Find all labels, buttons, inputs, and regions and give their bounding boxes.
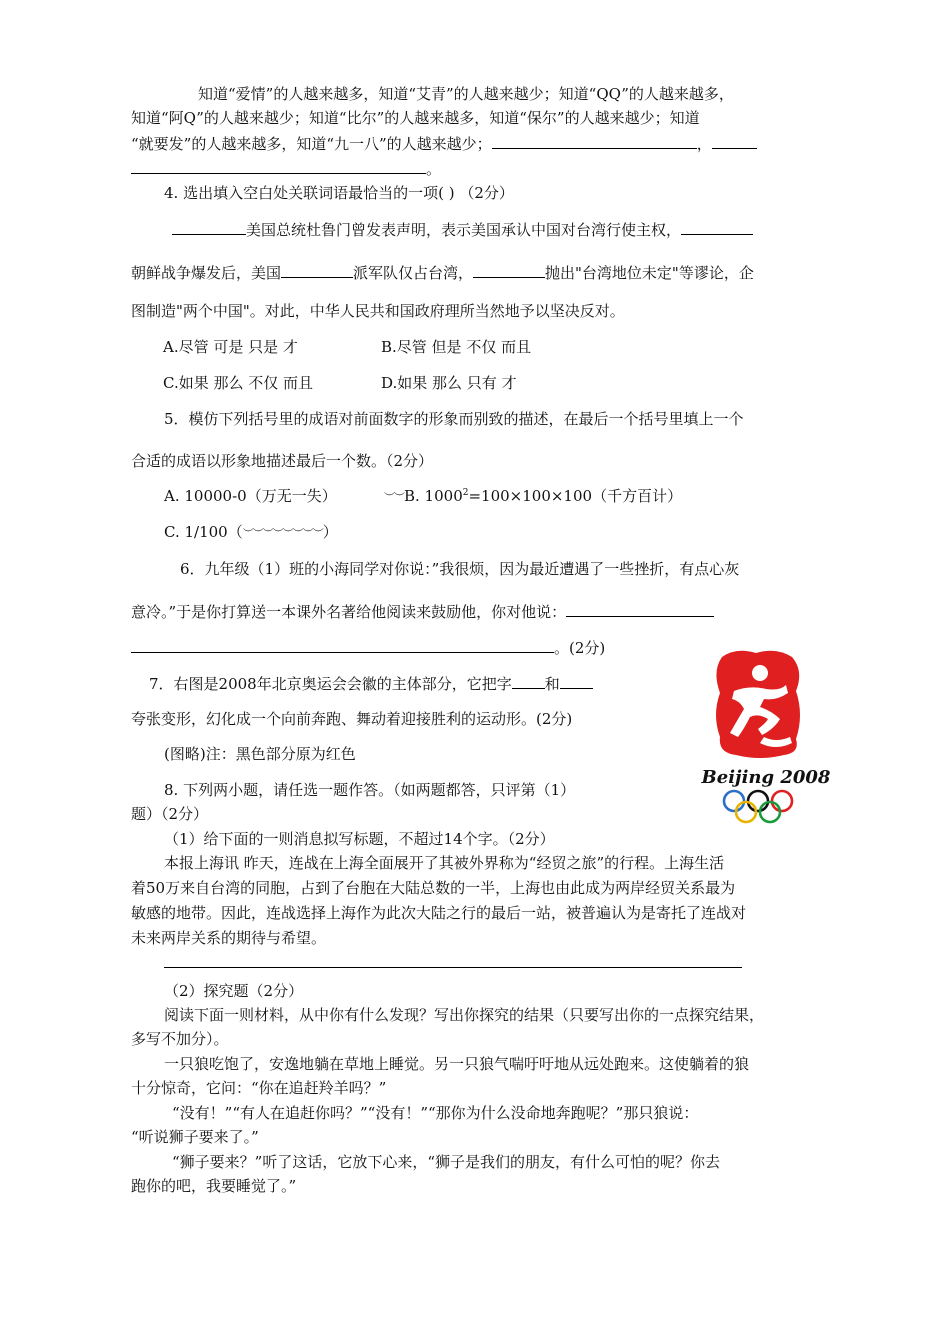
q4-line-3: 图制造"两个中国"。对此，中华人民共和国政府理所当然地予以坚决反对。 — [131, 302, 625, 320]
q8-story-s2: 十分惊奇，它问：“你在追赶羚羊吗？” — [131, 1079, 387, 1097]
q3-line-4: 。 — [131, 158, 441, 179]
q3-line-1: 知道“爱情”的人越来越多，知道“艾青”的人越来越少；知道“QQ”的人越来越多， — [198, 85, 734, 103]
q8-reading-r2: 多写不加分）。 — [131, 1030, 229, 1048]
q8-line-1: 8. 下列两小题，请任选一题作答。（如两题都答，只评第（1） — [164, 781, 576, 799]
beijing-2008-logo — [700, 645, 832, 830]
q4-option-c[interactable]: C.如果 那么 不仅 而且 — [163, 374, 314, 392]
q5-item-a: A. 10000-0（万无一失） — [164, 487, 337, 505]
q7-blank-1[interactable] — [512, 673, 545, 689]
q5-item-c: C. 1/100（︶︶︶︶︶︶︶︶） — [164, 523, 338, 541]
q5-line-1: 5．模仿下列括号里的成语对前面数字的形象而别致的描述，在最后一个括号里填上一个 — [164, 410, 744, 428]
q4-option-b[interactable]: B.尽管 但是 不仅 而且 — [381, 338, 532, 356]
q3-line-3: “就要发”的人越来越多，知道“九一八”的人越来越少； ， — [131, 133, 757, 154]
q8-story-s3: “没有！”“有人在追赶你吗？”“没有！”“那你为什么没命地奔跑呢？”那只狼说： — [172, 1104, 699, 1122]
q8-sub2-title: （2）探究题（2分） — [164, 982, 304, 1000]
q8-story-s5: “狮子要来？”听了这话，它放下心来，“狮子是我们的朋友，有什么可怕的呢？你去 — [172, 1153, 721, 1171]
q4-line-2: 朝鲜战争爆发后，美国 派军队仅占台湾， 抛出"台湾地位未定"等谬论，企 — [131, 264, 754, 282]
olympic-emblem-icon — [700, 645, 832, 830]
q8-story-s6: 跑你的吧，我要睡觉了。” — [131, 1177, 297, 1195]
q8-news-p1: 本报上海讯 昨天，连战在上海全面展开了其被外界称为“经贸之旅”的行程。上海生活 — [164, 854, 725, 872]
q6-line-3: 。(2分) — [131, 637, 605, 658]
q3-answer-blank-2b[interactable] — [131, 158, 426, 174]
q8-news-p3: 敏感的地带。因此，连战选择上海作为此次大陆之行的最后一站，被普遍认为是寄托了连战对 — [131, 904, 747, 922]
q8-story-s4: “听说狮子要来了。” — [131, 1128, 259, 1146]
q5-answer-slot[interactable]: ︶︶︶︶︶︶︶︶ — [242, 527, 323, 540]
q8-news-p4: 未来两岸关系的期待与希望。 — [131, 929, 327, 947]
q8-headline-answer-line[interactable] — [164, 967, 742, 968]
q7-line-3: (图略)注：黑色部分原为红色 — [164, 745, 356, 763]
q8-sub1-title: （1）给下面的一则消息拟写标题，不超过14个字。（2分） — [164, 830, 555, 848]
q8-news-p2: 着50万来自台湾的同胞，占到了台胞在大陆总数的一半，上海也由此成为两岸经贸关系最为 — [131, 879, 736, 897]
q3-answer-blank-1[interactable] — [492, 133, 697, 149]
q7-blank-2[interactable] — [560, 673, 593, 689]
q7-line-2: 夸张变形，幻化成一个向前奔跑、舞动着迎接胜利的运动形。(2分) — [131, 710, 573, 728]
q4-blank-1[interactable] — [172, 219, 246, 235]
q4-blank-2[interactable] — [681, 219, 753, 235]
q8-story-s1: 一只狼吃饱了，安逸地躺在草地上睡觉。另一只狼气喘吁吁地从远处跑来。这使躺着的狼 — [164, 1055, 750, 1073]
q4-option-a[interactable]: A.尽管 可是 只是 才 — [163, 338, 298, 356]
q4-blank-4[interactable] — [473, 262, 545, 278]
q3-answer-blank-2a[interactable] — [712, 133, 757, 149]
q5-item-b: ︶︶B. $1000^2=100\times 100\times 100$（千方百计） — [384, 487, 683, 505]
q7-line-1: 7．右图是2008年北京奥运会会徽的主体部分，它把字 和 — [149, 673, 593, 694]
q6-line-2: 意冷。”于是你打算送一本课外名著给他阅读来鼓励他，你对他说： — [131, 601, 714, 622]
q6-answer-blank-1[interactable] — [566, 601, 714, 617]
q4-blank-3[interactable] — [281, 262, 353, 278]
q8-line-2: 题）（2分） — [131, 805, 209, 823]
q6-answer-blank-2[interactable] — [131, 637, 554, 653]
q5-line-2: 合适的成语以形象地描述最后一个数。（2分） — [131, 452, 434, 470]
q3-line-2: 知道“阿Q”的人越来越少；知道“比尔”的人越来越多，知道“保尔”的人越来越少；知道 — [131, 109, 700, 127]
q5-arc-mark: ︶︶ — [384, 491, 404, 504]
logo-text: Beijing 2008 — [701, 767, 831, 788]
q6-line-1: 6．九年级（1）班的小海同学对你说：”我很烦，因为最近遭遇了一些挫折，有点心灰 — [180, 560, 740, 578]
q4-option-d[interactable]: D.如果 那么 只有 才 — [381, 374, 517, 392]
q8-reading-r1: 阅读下面一则材料，从中你有什么发现？写出你探究的结果（只要写出你的一点探究结果， — [164, 1006, 765, 1024]
q4-stem: 4. 选出填入空白处关联词语最恰当的一项( ) （2分） — [164, 184, 514, 202]
q4-line-1: 美国总统杜鲁门曾发表声明，表示美国承认中国对台湾行使主权， — [172, 219, 753, 240]
